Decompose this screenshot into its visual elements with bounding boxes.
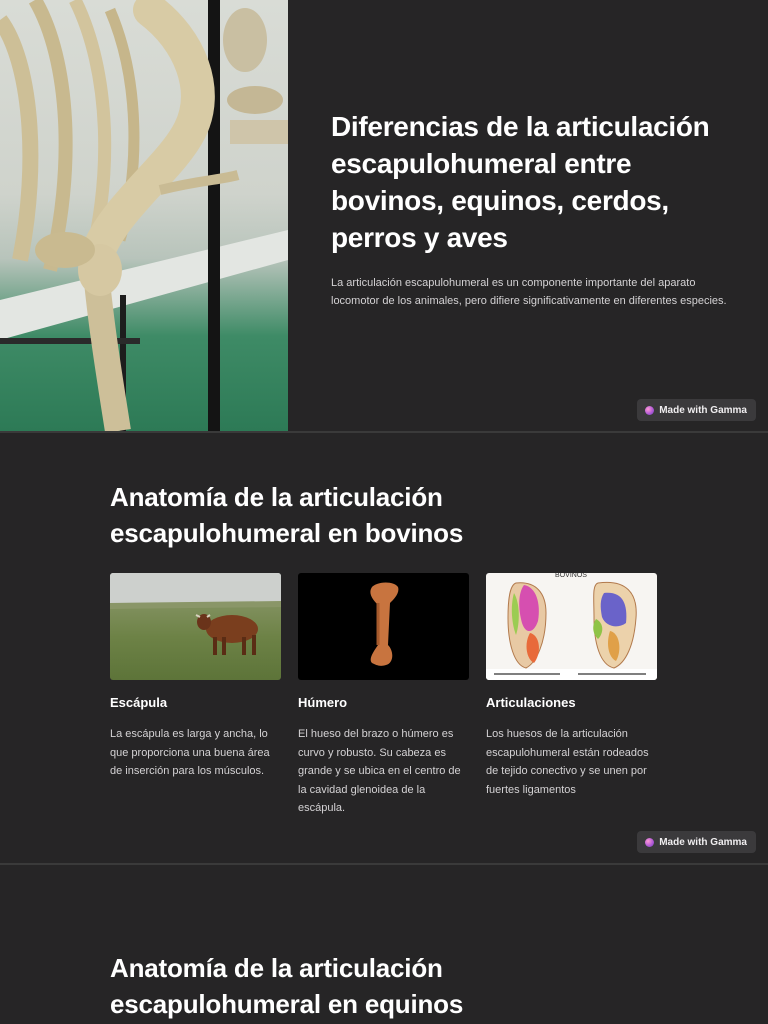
badge-label: Made with Gamma: [659, 404, 747, 416]
made-with-gamma-badge[interactable]: [637, 399, 756, 421]
skeleton-museum-photo: [0, 0, 288, 431]
card-humero: [298, 573, 469, 818]
card-text: Los huesos de la articulación escapulohumeral están rodeados de tejido conectivo y se unen por fuertes ligamentos: [486, 728, 649, 796]
humerus-bone-photo: [298, 573, 469, 680]
slide-description: La articulación escapulohumeral es un componente importante del aparato locomotor de los animales, pero difiere significativamente en diferentes especies.: [331, 277, 727, 307]
section-title: Anatomía de la articulación escapulohumeral en bovinos: [110, 482, 464, 548]
diagram-label: BOVINOS: [555, 573, 587, 579]
muscle-diagram-image: [486, 573, 657, 680]
cow-photo: [110, 573, 281, 680]
card-articulaciones: [486, 573, 657, 818]
card-title: Escápula: [110, 695, 168, 710]
equine-anatomy-slide: [0, 865, 768, 1024]
card-text: La escápula es larga y ancha, lo que proporciona una buena área de inserción para los músculos.: [110, 728, 270, 777]
card-row: [110, 573, 658, 818]
card-text: El hueso del brazo o húmero es curvo y robusto. Su cabeza es grande y se ubica en el centro de la cavidad glenoidea de la escápula.: [298, 728, 461, 814]
gamma-logo-icon: [645, 838, 654, 847]
bovine-anatomy-slide: [0, 433, 768, 863]
title-slide: [0, 0, 768, 431]
card-title: Húmero: [298, 695, 348, 710]
made-with-gamma-badge[interactable]: [637, 831, 756, 853]
card-title: Articulaciones: [486, 695, 576, 710]
badge-label: Made with Gamma: [659, 836, 747, 848]
card-escapula: [110, 573, 281, 818]
slide-title: Diferencias de la articulación escapulohumeral entre bovinos, equinos, cerdos, perros y aves: [331, 111, 710, 253]
gamma-logo-icon: [645, 406, 654, 415]
section-title: Anatomía de la articulación escapulohumeral en equinos: [110, 953, 464, 1019]
hero-text-block: [331, 108, 731, 310]
